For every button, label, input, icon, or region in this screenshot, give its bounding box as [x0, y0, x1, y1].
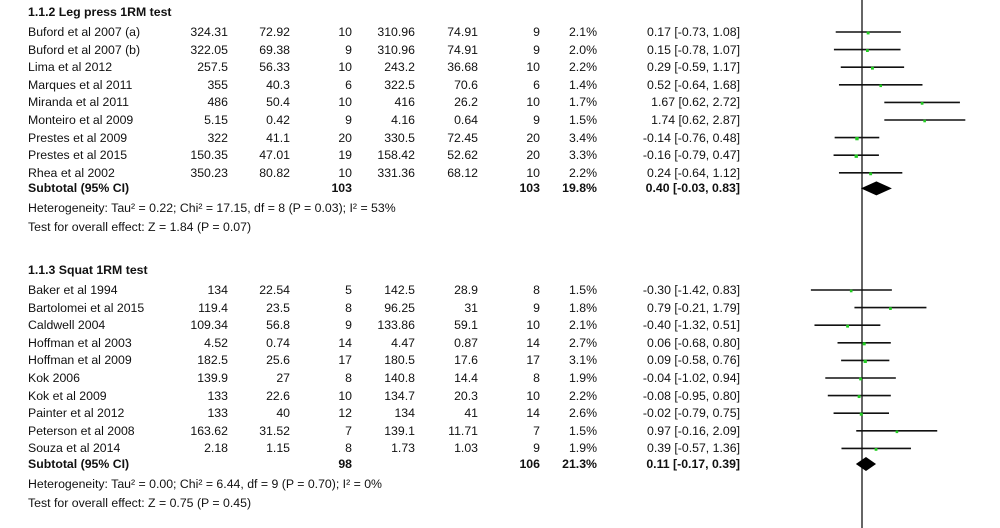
study-n1: 7: [345, 423, 352, 438]
section-title: 1.1.3 Squat 1RM test: [28, 263, 148, 277]
study-m2: 310.96: [377, 25, 415, 39]
study-weight: 2.2%: [568, 60, 597, 75]
study-m1: 486: [207, 95, 228, 110]
point-estimate: [867, 32, 870, 35]
point-estimate: [864, 360, 867, 363]
study-n2: 10: [526, 318, 540, 333]
study-m2: 180.5: [384, 353, 415, 368]
study-sd1: 22.54: [259, 283, 290, 297]
study-sd2: 74.91: [447, 25, 478, 39]
study-name: Painter et al 2012: [28, 406, 125, 421]
study-name: Bartolomei et al 2015: [28, 300, 145, 315]
study-n1: 17: [338, 353, 352, 368]
point-estimate: [866, 49, 869, 52]
study-ci-text: -0.04 [-1.02, 0.94]: [642, 371, 740, 385]
study-ci-text: -0.40 [-1.32, 0.51]: [642, 318, 740, 333]
study-ci-text: -0.14 [-0.76, 0.48]: [642, 130, 740, 145]
study-ci-text: 0.24 [-0.64, 1.12]: [647, 165, 740, 180]
study-ci-text: 0.39 [-0.57, 1.36]: [647, 441, 740, 456]
study-name: Prestes et al 2009: [28, 130, 128, 145]
study-name: Kok et al 2009: [28, 388, 107, 403]
point-estimate: [860, 413, 863, 416]
study-n2: 10: [526, 165, 540, 180]
study-m1: 119.4: [198, 300, 228, 315]
study-n2: 10: [526, 95, 540, 110]
study-name: Miranda et al 2011: [28, 95, 129, 110]
study-sd2: 41: [464, 406, 478, 421]
study-sd2: 31: [464, 300, 478, 315]
study-m1: 139.9: [197, 371, 228, 385]
study-weight: 1.5%: [568, 113, 597, 127]
study-n2: 9: [533, 300, 540, 315]
study-n2: 7: [533, 423, 540, 438]
study-m2: 310.96: [377, 42, 415, 57]
study-sd1: 22.6: [266, 388, 290, 403]
study-sd1: 31.52: [259, 423, 290, 438]
study-m2: 1.73: [391, 441, 415, 456]
study-n1: 8: [345, 441, 352, 456]
study-sd2: 11.71: [448, 423, 478, 438]
study-m1: 322: [207, 130, 228, 145]
study-n2: 17: [526, 353, 540, 368]
study-sd1: 23.5: [266, 300, 290, 315]
study-name: Marques et al 2011: [28, 77, 133, 92]
study-sd2: 0.64: [454, 113, 478, 127]
study-weight: 3.3%: [568, 148, 597, 163]
subtotal-ci-text: 0.11 [-0.17, 0.39]: [646, 457, 740, 471]
study-weight: 1.5%: [568, 423, 597, 438]
study-ci-text: -0.16 [-0.79, 0.47]: [642, 148, 740, 163]
point-estimate: [858, 395, 861, 398]
study-n1: 19: [338, 148, 352, 163]
study-m2: 4.16: [391, 113, 415, 127]
study-m2: 134: [394, 406, 415, 421]
study-n1: 5: [345, 283, 352, 297]
study-sd1: 69.38: [259, 42, 290, 57]
study-n1: 6: [345, 77, 352, 92]
study-sd1: 72.92: [259, 25, 290, 39]
study-name: Kok 2006: [28, 371, 80, 385]
study-m2: 96.25: [384, 300, 415, 315]
subtotal-label: Subtotal (95% CI): [28, 181, 130, 196]
overall-effect-text: Test for overall effect: Z = 1.84 (P = 0.07): [28, 220, 252, 235]
study-m1: 350.23: [190, 165, 228, 180]
study-n2: 10: [526, 388, 540, 403]
subtotal-diamond: [856, 457, 876, 471]
study-name: Caldwell 2004: [28, 318, 106, 333]
study-m2: 158.42: [377, 148, 415, 163]
study-m1: 355: [207, 77, 228, 92]
study-n2: 8: [533, 283, 540, 297]
study-n1: 10: [338, 60, 352, 75]
subtotal-diamond: [861, 181, 892, 195]
study-sd1: 50.4: [266, 95, 290, 110]
study-name: Hoffman et al 2003: [28, 335, 132, 350]
subtotal-n2: 106: [519, 457, 540, 471]
section-title: 1.1.2 Leg press 1RM test: [28, 5, 172, 19]
point-estimate: [859, 378, 862, 381]
study-name: Buford et al 2007 (b): [28, 42, 141, 57]
study-sd1: 0.74: [266, 335, 290, 350]
point-estimate: [879, 85, 882, 88]
study-ci-text: 0.52 [-0.64, 1.68]: [647, 77, 740, 92]
study-n2: 6: [533, 77, 540, 92]
study-weight: 3.1%: [568, 353, 597, 368]
study-sd2: 59.1: [454, 318, 478, 333]
point-estimate: [923, 120, 926, 123]
study-sd2: 1.03: [454, 441, 478, 456]
study-ci-text: 0.15 [-0.78, 1.07]: [647, 42, 740, 57]
study-n1: 10: [338, 95, 352, 110]
subtotal-weight: 21.3%: [562, 457, 597, 471]
study-weight: 2.1%: [568, 25, 597, 39]
study-sd1: 27: [276, 371, 290, 385]
point-estimate: [921, 102, 924, 105]
study-weight: 1.8%: [568, 300, 597, 315]
study-name: Peterson et al 2008: [28, 423, 135, 438]
point-estimate: [889, 307, 892, 310]
study-m2: 133.86: [377, 318, 415, 333]
study-weight: 1.9%: [568, 371, 597, 385]
study-sd1: 80.82: [259, 165, 290, 180]
point-estimate: [896, 431, 899, 434]
point-estimate: [855, 155, 858, 158]
study-name: Prestes et al 2015: [28, 148, 128, 163]
study-sd1: 41.1: [266, 130, 290, 145]
study-sd1: 56.33: [259, 60, 290, 75]
study-sd1: 47.01: [259, 148, 290, 163]
study-n2: 14: [526, 406, 540, 421]
point-estimate: [869, 172, 872, 175]
study-m2: 140.8: [384, 371, 415, 385]
point-estimate: [846, 325, 849, 328]
point-estimate: [871, 67, 874, 70]
study-m1: 163.62: [190, 423, 228, 438]
subtotal-n2: 103: [519, 181, 540, 196]
study-sd1: 40.3: [266, 77, 290, 92]
study-n1: 20: [338, 130, 352, 145]
study-weight: 2.0%: [568, 42, 597, 57]
study-sd1: 25.6: [266, 353, 290, 368]
study-m2: 134.7: [384, 388, 415, 403]
study-sd1: 1.15: [266, 441, 290, 456]
study-sd2: 70.6: [454, 77, 478, 92]
subtotal-label: Subtotal (95% CI): [28, 457, 130, 471]
study-name: Rhea et al 2002: [28, 165, 115, 180]
study-m1: 109.34: [190, 318, 228, 333]
subtotal-ci-text: 0.40 [-0.03, 0.83]: [645, 181, 740, 196]
study-m1: 2.18: [204, 441, 228, 456]
study-sd1: 40: [276, 406, 290, 421]
study-n1: 14: [338, 335, 352, 350]
overall-effect-text: Test for overall effect: Z = 0.75 (P = 0.45): [28, 496, 252, 510]
subtotal-n1: 103: [331, 181, 352, 196]
study-n2: 8: [533, 371, 540, 385]
study-name: Monteiro et al 2009: [28, 113, 134, 127]
study-n2: 9: [533, 113, 540, 127]
study-ci-text: 0.06 [-0.68, 0.80]: [647, 335, 740, 350]
study-sd2: 72.45: [447, 130, 478, 145]
study-n2: 20: [526, 148, 540, 163]
study-n1: 12: [338, 406, 352, 421]
study-n2: 14: [526, 335, 540, 350]
study-sd2: 68.12: [447, 165, 478, 180]
study-sd2: 14.4: [454, 371, 478, 385]
study-sd2: 52.62: [447, 148, 478, 163]
subtotal-weight: 19.8%: [562, 181, 597, 196]
study-n1: 10: [338, 25, 352, 39]
study-weight: 2.1%: [568, 318, 597, 333]
study-name: Lima et al 2012: [28, 60, 113, 75]
study-m1: 133: [207, 388, 228, 403]
study-sd2: 28.9: [454, 283, 478, 297]
study-n2: 20: [526, 130, 540, 145]
study-m1: 134: [207, 283, 228, 297]
study-m1: 133: [207, 406, 228, 421]
study-ci-text: 0.29 [-0.59, 1.17]: [647, 60, 740, 75]
study-m1: 5.15: [204, 113, 228, 127]
study-name: Baker et al 1994: [28, 283, 118, 297]
point-estimate: [855, 137, 858, 140]
study-ci-text: -0.30 [-1.42, 0.83]: [642, 283, 740, 297]
study-weight: 1.4%: [568, 77, 597, 92]
study-sd2: 26.2: [454, 95, 478, 110]
study-weight: 1.7%: [568, 95, 597, 110]
study-name: Hoffman et al 2009: [28, 353, 132, 368]
study-weight: 2.2%: [568, 165, 597, 180]
study-ci-text: 0.17 [-0.73, 1.08]: [647, 25, 740, 39]
heterogeneity-text: Heterogeneity: Tau² = 0.00; Chi² = 6.44, df = 9 (P = 0.70); I² = 0%: [28, 477, 382, 491]
study-ci-text: -0.02 [-0.79, 0.75]: [642, 406, 740, 421]
study-ci-text: 0.97 [-0.16, 2.09]: [647, 423, 740, 438]
study-name: Buford et al 2007 (a): [28, 25, 141, 39]
study-n1: 8: [345, 371, 352, 385]
study-ci-text: 1.67 [0.62, 2.72]: [651, 95, 740, 110]
study-ci-text: 1.74 [0.62, 2.87]: [651, 113, 740, 127]
study-m1: 257.5: [197, 60, 228, 75]
study-weight: 1.5%: [568, 283, 597, 297]
point-estimate: [875, 448, 878, 451]
study-n2: 9: [533, 42, 540, 57]
study-m1: 4.52: [204, 335, 228, 350]
study-n1: 8: [345, 300, 352, 315]
study-m2: 139.1: [384, 423, 415, 438]
study-weight: 2.2%: [568, 388, 597, 403]
point-estimate: [850, 290, 853, 293]
study-sd2: 20.3: [454, 388, 478, 403]
study-n2: 10: [526, 60, 540, 75]
study-m1: 150.35: [190, 148, 228, 163]
study-n1: 9: [345, 42, 352, 57]
study-m2: 322.5: [384, 77, 415, 92]
study-ci-text: 0.09 [-0.58, 0.76]: [647, 353, 740, 368]
study-m2: 416: [394, 95, 415, 110]
study-m1: 322.05: [190, 42, 228, 57]
study-n1: 9: [345, 113, 352, 127]
study-ci-text: -0.08 [-0.95, 0.80]: [642, 388, 740, 403]
study-n2: 9: [533, 25, 540, 39]
study-m2: 4.47: [391, 335, 415, 350]
study-weight: 1.9%: [568, 441, 597, 456]
study-sd2: 74.91: [447, 42, 478, 57]
study-weight: 2.6%: [568, 406, 597, 421]
study-m1: 182.5: [197, 353, 228, 368]
heterogeneity-text: Heterogeneity: Tau² = 0.22; Chi² = 17.15, df = 8 (P = 0.03); I² = 53%: [28, 201, 396, 216]
study-sd1: 56.8: [266, 318, 290, 333]
study-name: Souza et al 2014: [28, 441, 121, 456]
study-n1: 10: [338, 165, 352, 180]
study-sd1: 0.42: [266, 113, 290, 127]
study-n1: 10: [338, 388, 352, 403]
study-weight: 2.7%: [568, 335, 597, 350]
point-estimate: [863, 342, 866, 345]
study-m2: 331.36: [377, 165, 415, 180]
study-n1: 9: [345, 318, 352, 333]
subtotal-n1: 98: [338, 457, 352, 471]
study-m2: 243.2: [384, 60, 415, 75]
study-sd2: 36.68: [447, 60, 478, 75]
study-m1: 324.31: [190, 25, 228, 39]
study-m2: 142.5: [384, 283, 415, 297]
study-n2: 9: [533, 441, 540, 456]
study-sd2: 17.6: [454, 353, 478, 368]
study-m2: 330.5: [384, 130, 415, 145]
study-weight: 3.4%: [568, 130, 597, 145]
study-ci-text: 0.79 [-0.21, 1.79]: [647, 300, 740, 315]
study-sd2: 0.87: [454, 335, 478, 350]
